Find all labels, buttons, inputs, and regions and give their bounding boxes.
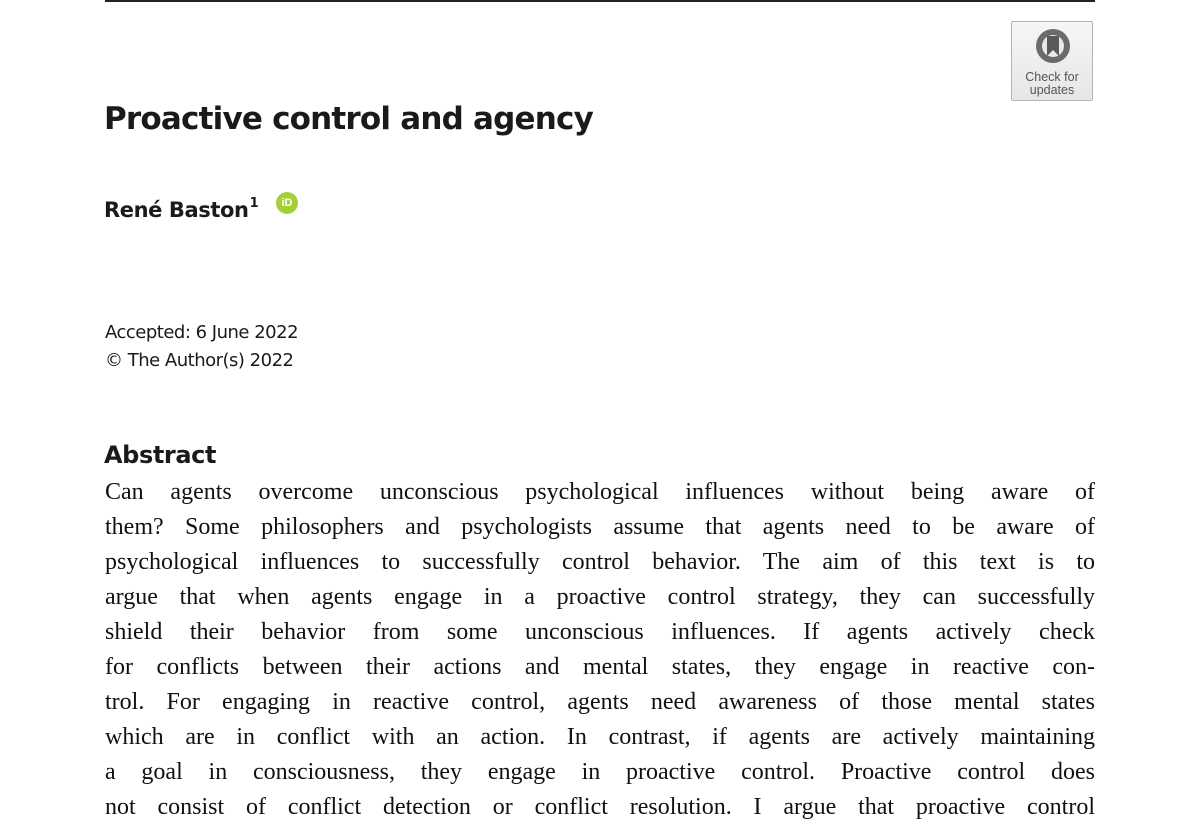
abstract-line: Can agents overcome unconscious psychological influences without being aware of [105, 479, 1095, 505]
abstract-body [105, 475, 1095, 825]
crossmark-label-line2: updates [1029, 82, 1075, 97]
crossmark-icon [1034, 26, 1072, 68]
abstract-line: them? Some philosophers and psychologists assume that agents need to be aware of [105, 514, 1095, 540]
abstract-line: for conflicts between their actions and mental states, they engage in reactive con- [105, 654, 1095, 680]
accepted-date: Accepted: 6 June 2022 [105, 322, 299, 343]
article-title: Proactive control and agency [104, 101, 593, 137]
check-for-updates-badge[interactable] [1011, 21, 1093, 101]
abstract-line: argue that when agents engage in a proactive control strategy, they can successfully [105, 584, 1095, 610]
author-line [104, 189, 258, 225]
abstract-heading: Abstract [104, 441, 217, 469]
top-rule [105, 0, 1095, 2]
article-meta [105, 319, 298, 375]
abstract-line: not consist of conflict detection or conflict resolution. I argue that proactive control [105, 794, 1095, 820]
abstract-line: which are in conflict with an action. In contrast, if agents are actively maintaining [105, 724, 1095, 750]
abstract-line: trol. For engaging in reactive control, agents need awareness of those mental states [105, 689, 1095, 715]
abstract-line: a goal in consciousness, they engage in proactive control. Proactive control does [105, 759, 1095, 785]
author-name: René Baston [104, 198, 249, 222]
abstract-line: shield their behavior from some unconscious influences. If agents actively check [105, 619, 1095, 645]
affiliation-marker: 1 [249, 196, 259, 211]
copyright-notice: © The Author(s) 2022 [105, 350, 294, 371]
orcid-icon[interactable]: iD [276, 192, 298, 214]
crossmark-label-line1: Check for [1025, 70, 1079, 84]
abstract-line: psychological influences to successfully control behavior. The aim of this text is to [105, 549, 1095, 575]
crossmark-label [1012, 71, 1092, 96]
